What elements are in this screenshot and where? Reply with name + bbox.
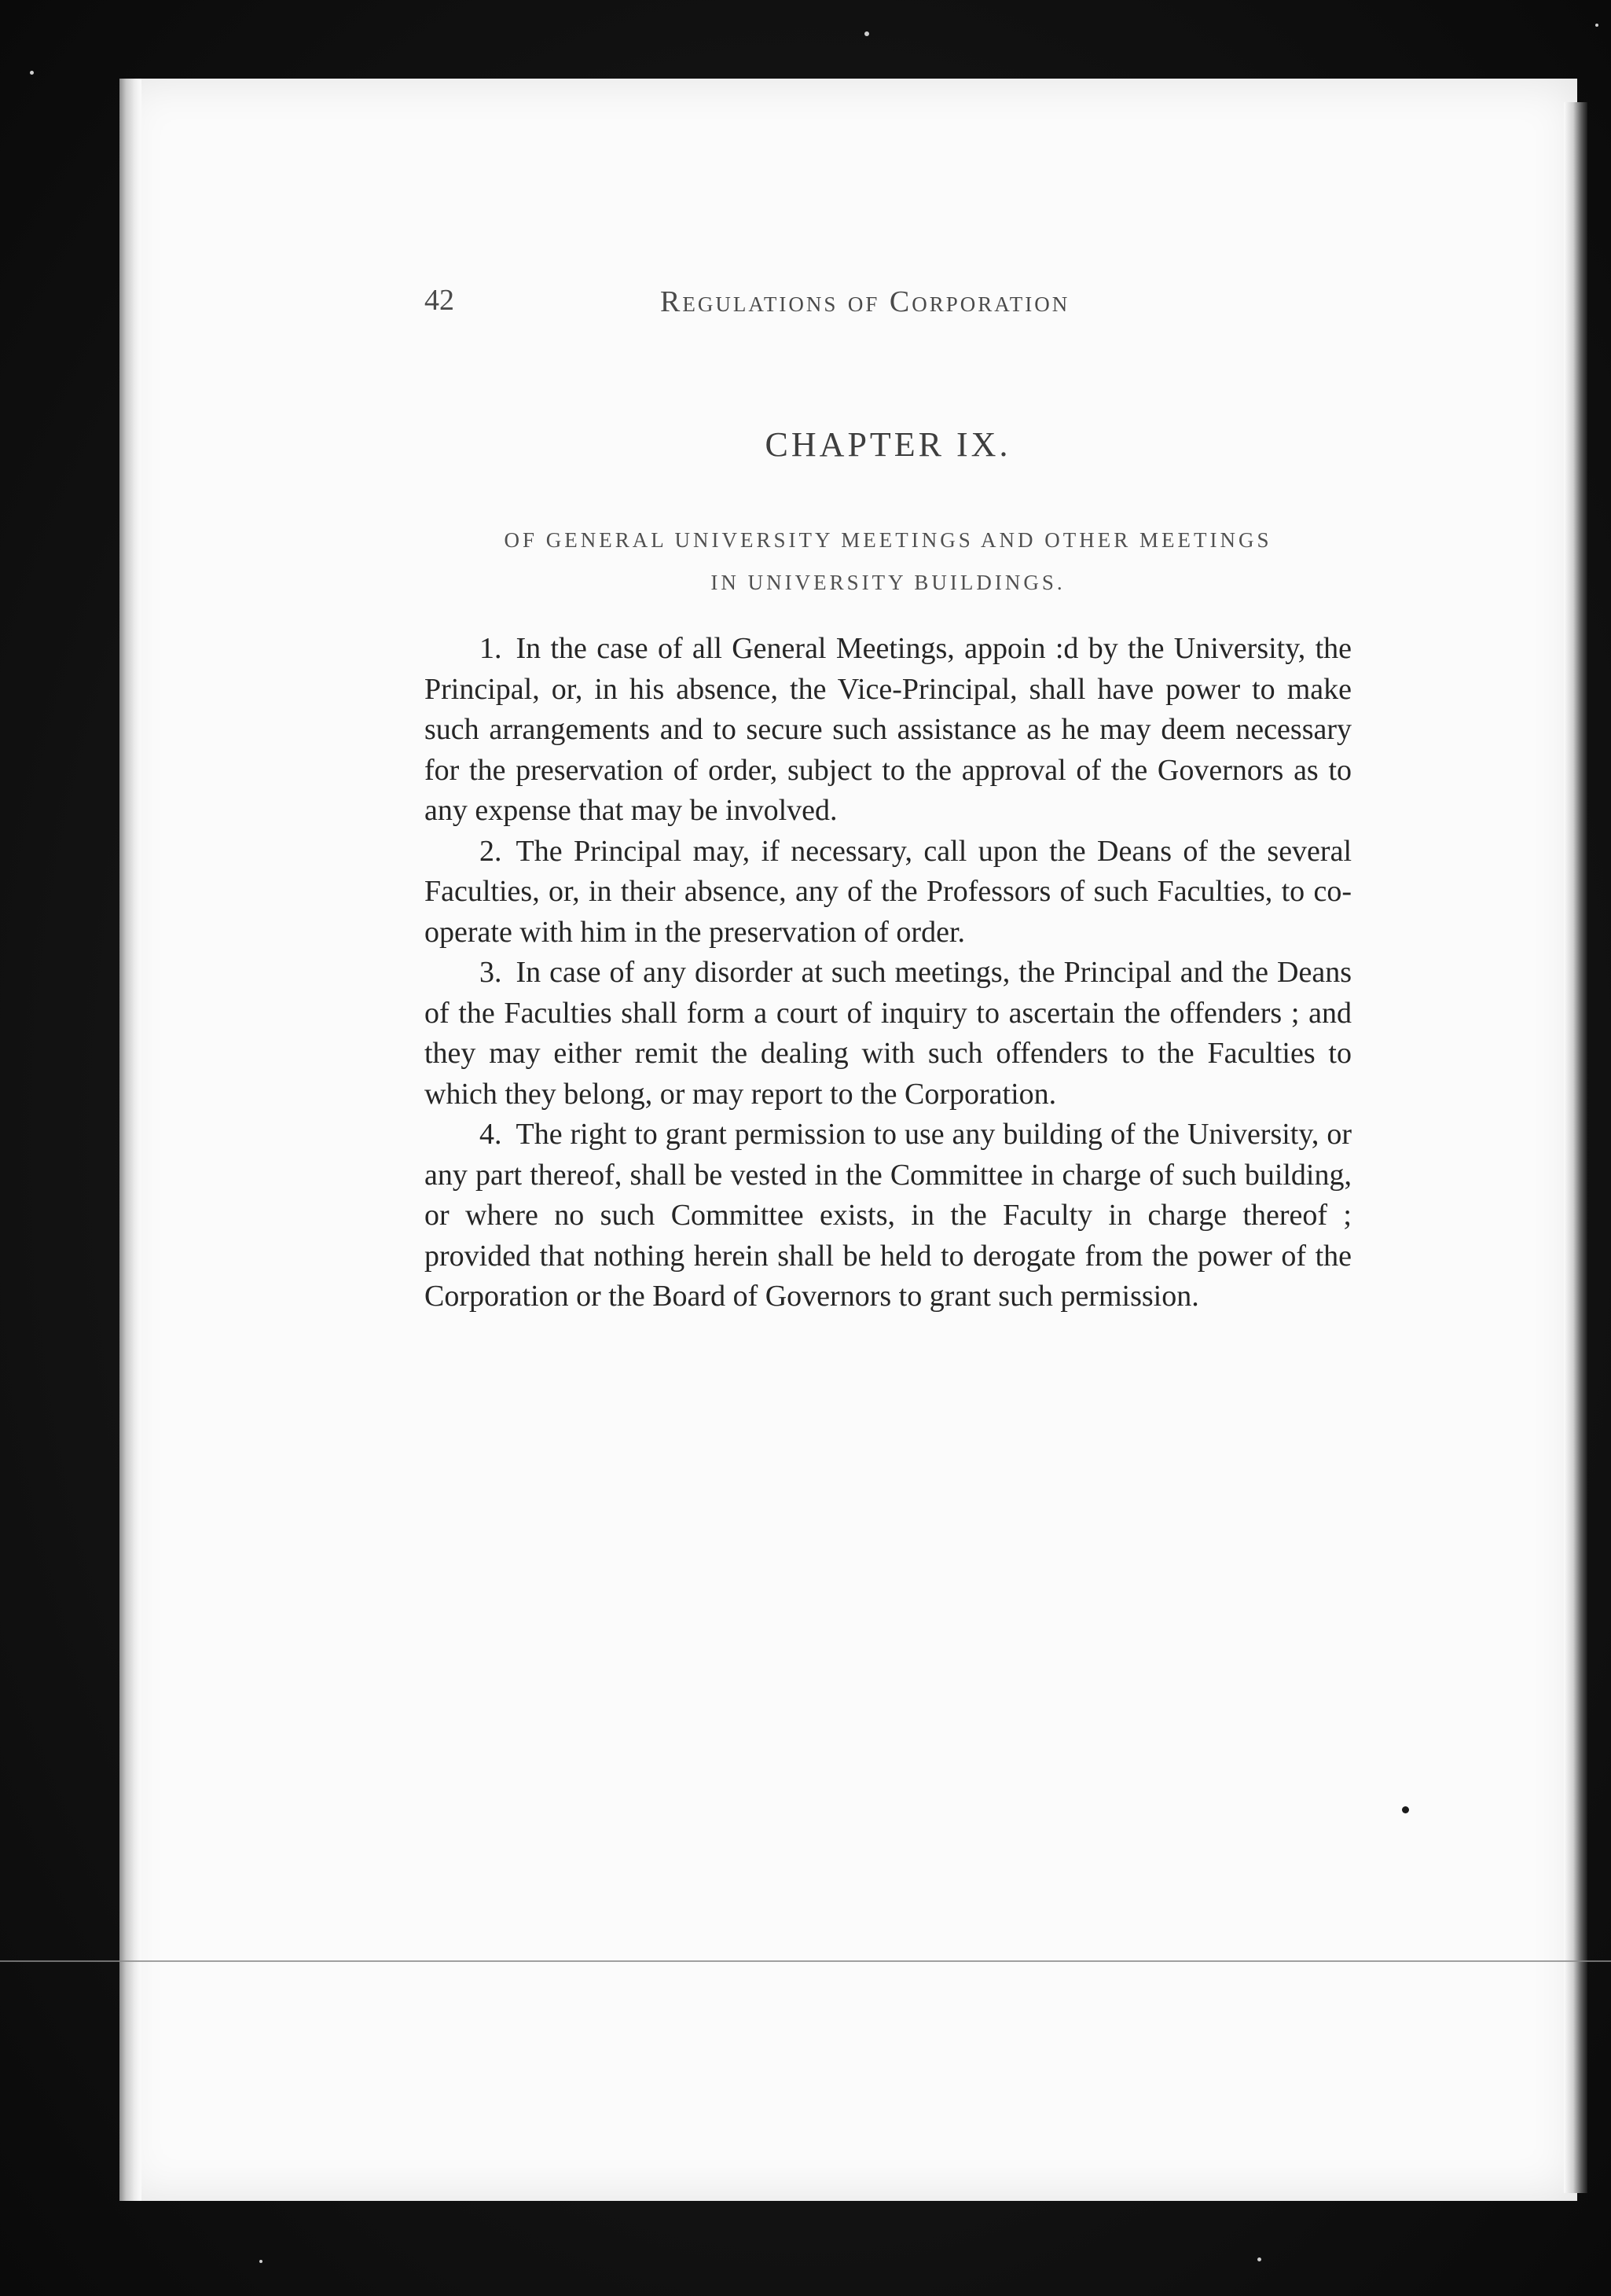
dust-speck [1257,2257,1261,2261]
dust-speck [259,2260,262,2263]
regulation-paragraph [424,1115,1352,1317]
regulation-body [424,629,1352,1317]
regulation-paragraph [424,629,1352,832]
page-header [424,283,1210,330]
paragraph-text: In the case of all General Meetings, appoin :d by the University, the Principal, or, in his absence, the Vice-Principal, shall have power to make such arrangements and to secure such assistance as he may deem necessary for the preservation of order, subject to the approval of the Governors as to any expense that may be involved. [424,632,1352,827]
page-gutter-shadow [119,79,141,2201]
regulation-paragraph [424,832,1352,953]
chapter-subtitle [424,519,1352,604]
page-edge-shadow [1564,102,1587,2193]
paragraph-number: 1. [479,632,502,665]
paragraph-text: The right to grant permission to use any building of the University, or any part thereof, shall be vested in the Committee in charge of such building, or where no such Committee exists, in the Faculty in charge thereof ; provided that nothing herein shall be held to derogate from the power of the Corporation or the Board of Governors to grant such permission. [424,1118,1352,1313]
scan-artifact-line [0,1960,1611,1962]
chapter-title: CHAPTER IX. [765,425,1011,464]
chapter-subtitle-line-2: IN UNIVERSITY BUILDINGS. [710,571,1066,594]
page-number: 42 [424,284,454,317]
running-title: Regulations of Corporation [660,285,1070,318]
regulation-paragraph [424,953,1352,1115]
paragraph-number: 2. [479,834,502,868]
paragraph-number: 4. [479,1118,502,1151]
paragraph-text: The Principal may, if necessary, call upon the Deans of the several Faculties, or, in their absence, any of the Professors of such Faculties, to co-operate with him in the preservation of order. [424,834,1352,949]
dust-speck [864,31,869,36]
dust-speck [30,71,34,75]
paragraph-number: 3. [479,956,502,989]
paragraph-text: In case of any disorder at such meetings, the Principal and the Deans of the Faculties shall form a court of inquiry to ascertain the offenders ; and they may either remit the dealing with such offenders to the Faculties to which they belong, or may report to the Corporation. [424,956,1352,1111]
ink-spot [1402,1806,1409,1813]
dust-speck [1595,24,1598,27]
chapter-subtitle-line-1: OF GENERAL UNIVERSITY MEETINGS AND OTHER MEETINGS [504,528,1272,552]
